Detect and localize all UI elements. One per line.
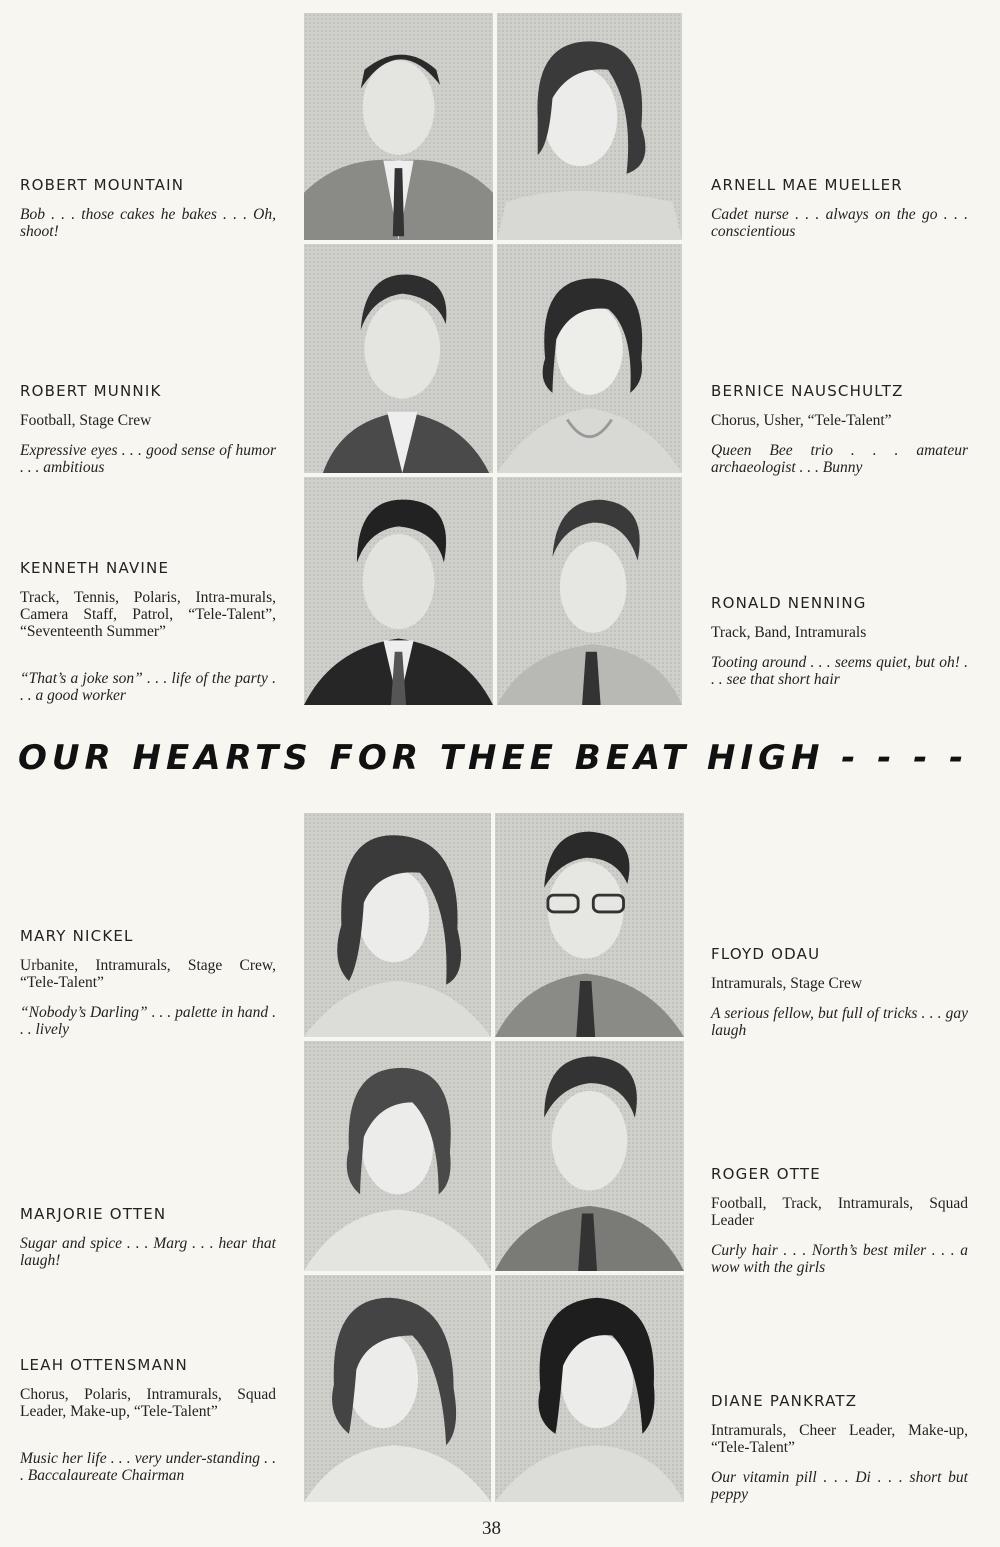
student-name: MARY NICKEL bbox=[20, 927, 134, 945]
portrait-photo bbox=[495, 1275, 684, 1502]
student-quote: “That’s a joke son” . . . life of the party . . . a good worker bbox=[20, 670, 276, 704]
student-quote: Queen Bee trio . . . amateur archaeologist . . . Bunny bbox=[711, 442, 968, 476]
student-activities: Intramurals, Cheer Leader, Make-up, “Tele-Talent” bbox=[711, 1422, 968, 1456]
student-name: MARJORIE OTTEN bbox=[20, 1205, 167, 1223]
student-activities: Football, Stage Crew bbox=[20, 412, 152, 429]
portrait-photo bbox=[304, 1275, 491, 1502]
student-activities: Track, Tennis, Polaris, Intra-murals, Camera Staff, Patrol, “Tele-Talent”, “Seventeenth Summer” bbox=[20, 589, 276, 640]
student-name: LEAH OTTENSMANN bbox=[20, 1356, 188, 1374]
student-activities: Intramurals, Stage Crew bbox=[711, 975, 863, 992]
student-name: DIANE PANKRATZ bbox=[711, 1392, 858, 1410]
student-activities: Track, Band, Intramurals bbox=[711, 624, 867, 641]
student-name: KENNETH NAVINE bbox=[20, 559, 170, 577]
student-quote: “Nobody’s Darling” . . . palette in hand . . . lively bbox=[20, 1004, 276, 1038]
student-quote: Our vitamin pill . . . Di . . . short but peppy bbox=[711, 1469, 968, 1503]
banner-heading: OUR HEARTS FOR THEE BEAT HIGH - - - - bbox=[18, 738, 969, 778]
portrait-photo bbox=[497, 244, 682, 473]
student-quote: Tooting around . . . seems quiet, but oh! . . . see that short hair bbox=[711, 654, 968, 688]
student-name: ARNELL MAE MUELLER bbox=[711, 176, 903, 194]
student-name: ROBERT MOUNTAIN bbox=[20, 176, 185, 194]
portrait-photo bbox=[304, 244, 493, 473]
student-quote: Music her life . . . very under-standing . . . Baccalaureate Chairman bbox=[20, 1450, 276, 1484]
student-quote: Sugar and spice . . . Marg . . . hear that laugh! bbox=[20, 1235, 276, 1269]
student-name: RONALD NENNING bbox=[711, 594, 867, 612]
student-name: BERNICE NAUSCHULTZ bbox=[711, 382, 904, 400]
student-activities: Chorus, Polaris, Intramurals, Squad Leader, Make-up, “Tele-Talent” bbox=[20, 1386, 276, 1420]
student-name: ROBERT MUNNIK bbox=[20, 382, 162, 400]
student-name: ROGER OTTE bbox=[711, 1165, 821, 1183]
portrait-photo bbox=[495, 813, 684, 1037]
portrait-photo bbox=[304, 477, 493, 705]
portrait-photo bbox=[304, 813, 491, 1037]
student-quote: Expressive eyes . . . good sense of humor . . . ambitious bbox=[20, 442, 276, 476]
page-number: 38 bbox=[482, 1518, 501, 1539]
student-activities: Football, Track, Intramurals, Squad Leader bbox=[711, 1195, 968, 1229]
student-activities: Chorus, Usher, “Tele-Talent” bbox=[711, 412, 892, 429]
student-quote: Bob . . . those cakes he bakes . . . Oh, shoot! bbox=[20, 206, 276, 240]
student-activities: Urbanite, Intramurals, Stage Crew, “Tele-Talent” bbox=[20, 957, 276, 991]
portrait-photo bbox=[304, 13, 493, 240]
student-quote: Curly hair . . . North’s best miler . . . a wow with the girls bbox=[711, 1242, 968, 1276]
student-quote: A serious fellow, but full of tricks . . . gay laugh bbox=[711, 1005, 968, 1039]
student-quote: Cadet nurse . . . always on the go . . . conscientious bbox=[711, 206, 968, 240]
portrait-photo bbox=[497, 13, 682, 240]
student-name: FLOYD ODAU bbox=[711, 945, 821, 963]
portrait-photo bbox=[304, 1041, 491, 1271]
portrait-photo bbox=[497, 477, 682, 705]
portrait-photo bbox=[495, 1041, 684, 1271]
